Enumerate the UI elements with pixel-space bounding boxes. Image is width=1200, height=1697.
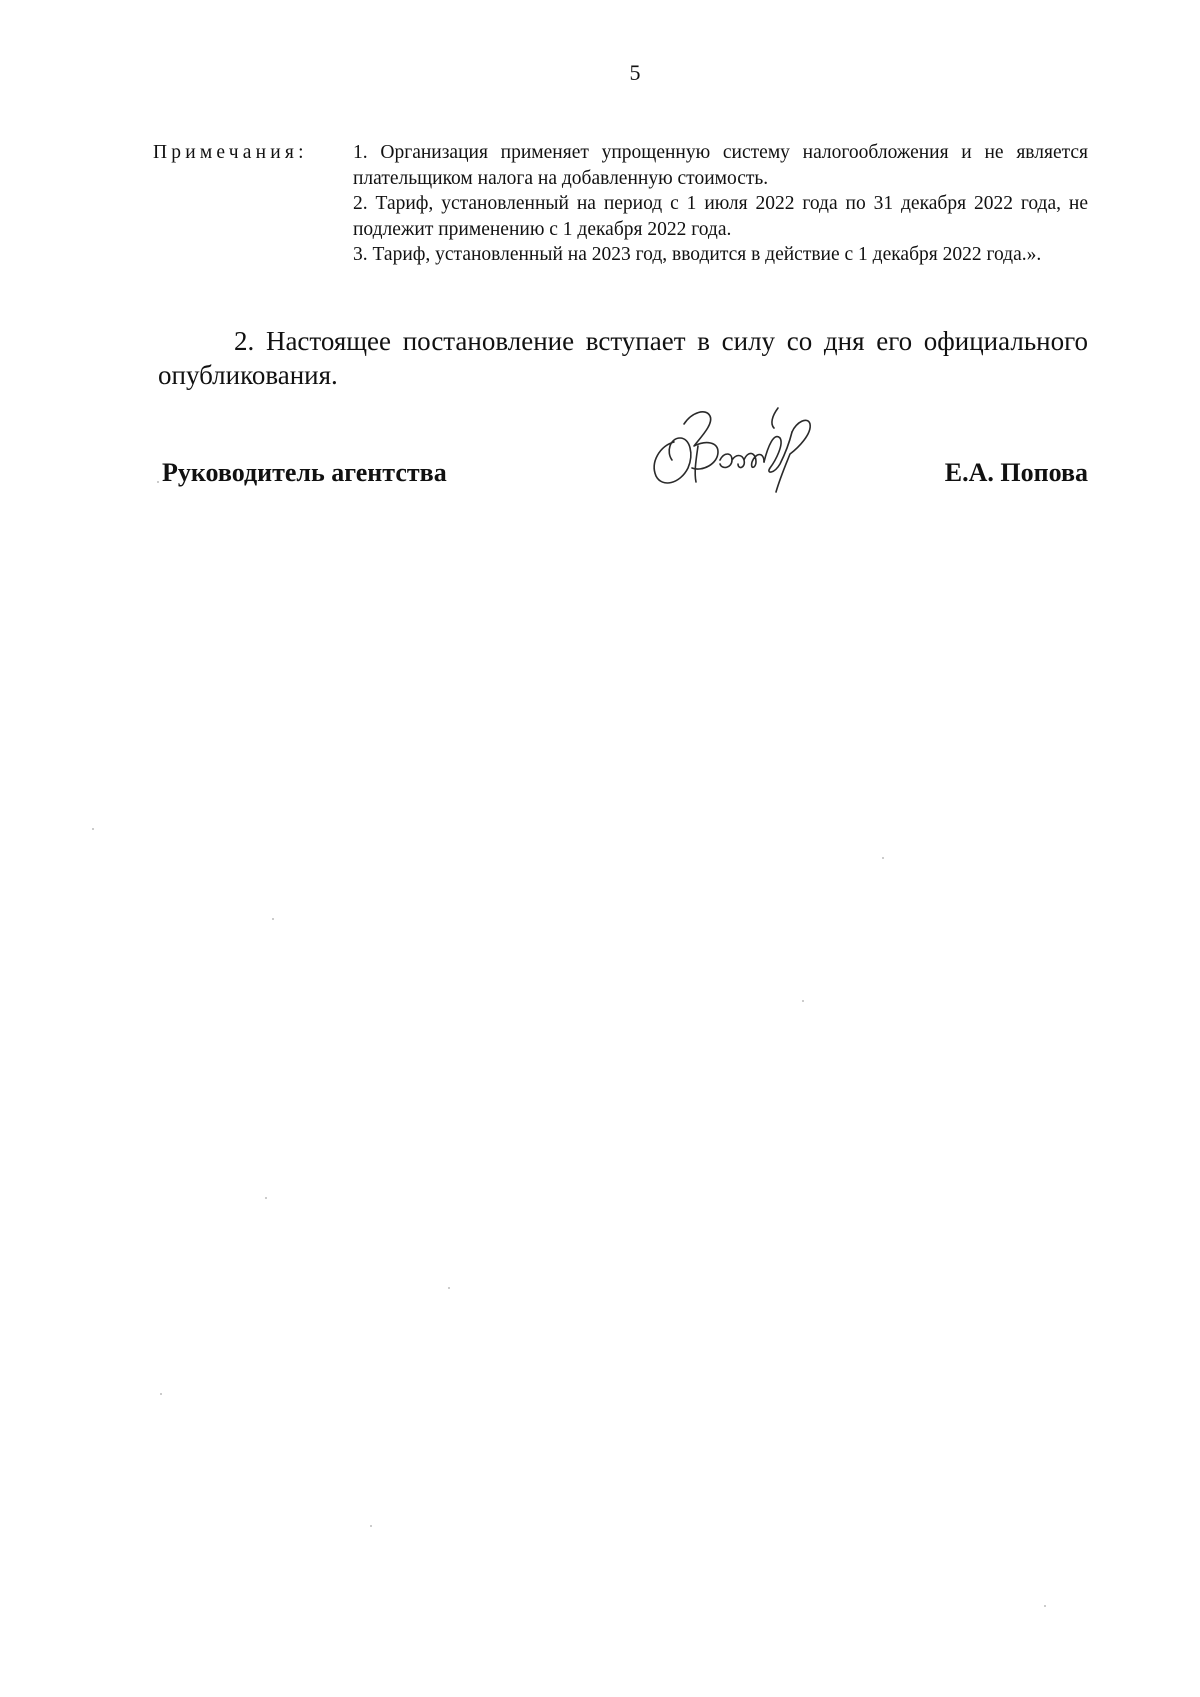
notes-section	[153, 140, 1088, 268]
note-item-3: 3. Тариф, установленный на 2023 год, вводится в действие с 1 декабря 2022 года.».	[353, 244, 1042, 265]
signature-block	[162, 444, 1088, 494]
scan-speck	[802, 1000, 804, 1002]
scan-speck	[160, 1393, 162, 1395]
scan-speck	[157, 481, 159, 483]
scan-speck	[448, 1287, 450, 1289]
scan-speck	[272, 918, 274, 920]
page-number: 5	[629, 60, 641, 85]
signer-position: Руководитель агентства	[162, 458, 447, 487]
scan-speck	[1044, 1605, 1046, 1607]
signature-icon	[640, 402, 830, 502]
scan-speck	[370, 1525, 372, 1527]
notes-label: Примечания:	[153, 142, 308, 163]
scan-speck	[92, 828, 94, 830]
signer-name: Е.А. Попова	[944, 458, 1088, 487]
scan-speck	[882, 857, 884, 859]
clause-2: 2. Настоящее постановление вступает в силу со дня его официального опубликования.	[158, 326, 1088, 390]
notes-list	[353, 140, 1088, 268]
note-item-2: 2. Тариф, установленный на период с 1 июля 2022 года по 31 декабря 2022 года, не подлежит применению с 1 декабря 2022 года.	[353, 193, 1088, 240]
scan-speck	[265, 1197, 267, 1199]
note-item-1: 1. Организация применяет упрощенную систему налогообложения и не является плательщиком налога на добавленную стоимость.	[353, 142, 1088, 189]
